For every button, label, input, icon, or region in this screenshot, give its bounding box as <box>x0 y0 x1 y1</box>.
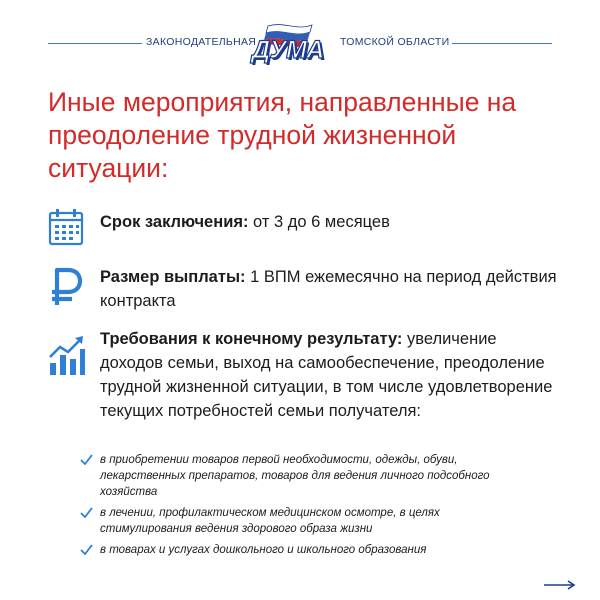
list-item-text: в приобретении товаров первой необходимости, одежды, обуви, лекарственных препаратов, товаров для ведения личного подсобного хозяйства <box>100 454 490 498</box>
payment-label: Размер выплаты: <box>100 268 246 286</box>
list-item-text: в товарах и услугах дошкольного и школьного образования <box>100 544 427 556</box>
requirements-row <box>48 327 568 442</box>
checkmark-icon <box>80 507 93 518</box>
requirements-label: Требования к конечному результату: <box>100 330 403 348</box>
list-item <box>80 505 520 537</box>
logo-text: ДУМА <box>252 36 324 64</box>
ruble-icon <box>48 265 84 309</box>
calendar-icon <box>48 208 84 246</box>
header-right-text: ТОМСКОЙ ОБЛАСТИ <box>340 36 450 48</box>
checkmark-icon <box>80 544 93 555</box>
header-divider-left <box>48 43 142 44</box>
requirements-text <box>100 327 560 423</box>
list-item <box>80 452 520 500</box>
duma-logo <box>250 22 338 62</box>
list-item <box>80 542 520 558</box>
checklist <box>80 452 520 563</box>
payment-value: 1 ВПМ ежемесячно на период действия контракта <box>100 268 557 310</box>
header-left-text: ЗАКОНОДАТЕЛЬНАЯ <box>146 36 257 48</box>
term-value: от 3 до 6 месяцев <box>248 213 390 231</box>
payment-row <box>48 265 568 315</box>
term-row <box>48 208 568 252</box>
growth-chart-icon <box>48 335 86 377</box>
term-label: Срок заключения: <box>100 213 249 231</box>
arrow-right-icon[interactable] <box>544 580 576 590</box>
requirements-value: увеличение доходов семьи, выход на самообеспечение, преодоление трудной жизненной ситуации, в том числе удовлетворение текущих потребностей семьи получателя: <box>100 330 553 420</box>
list-item-text: в лечении, профилактическом медицинском осмотре, в целях стимулирования ведения здорового образа жизни <box>100 507 440 535</box>
page-title: Иные мероприятия, направленные на преодоление трудной жизненной ситуации: <box>48 87 517 183</box>
header-divider-right <box>452 43 552 44</box>
header <box>0 20 600 66</box>
checkmark-icon <box>80 454 93 465</box>
payment-text <box>100 265 560 313</box>
term-text <box>100 210 560 234</box>
